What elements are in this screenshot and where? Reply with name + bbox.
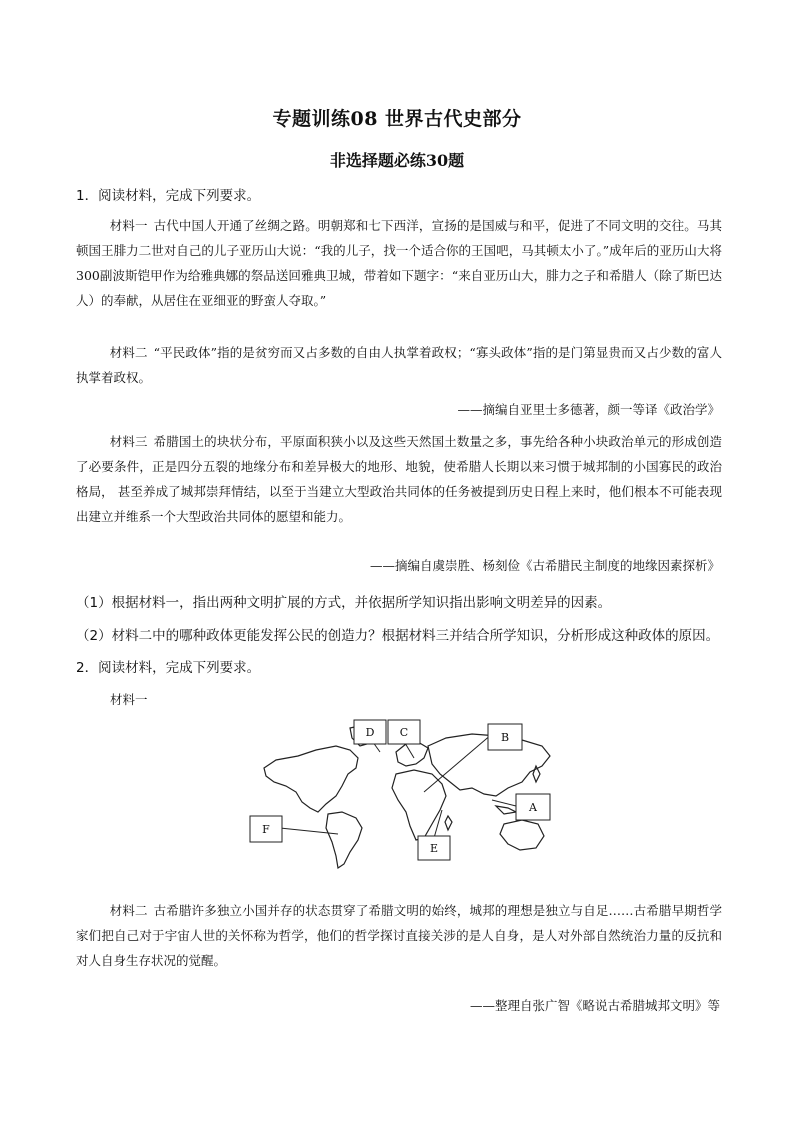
callout-label-f: F (262, 823, 270, 836)
page-title: 专题训练08 世界古代史部分 (272, 108, 522, 130)
q1-material-1 (76, 213, 722, 313)
australia-outline (500, 820, 544, 850)
q1-material-3-label: 材料三 (109, 434, 148, 449)
callout-label-b: B (500, 731, 510, 744)
q1-material-2 (76, 340, 722, 390)
q1-ask-1: （1）根据材料一，指出两种文明扩展的方式，并依据所学知识指出影响文明差异的因素。 (76, 595, 612, 611)
question-1-stem: 1．阅读材料，完成下列要求。 (76, 188, 261, 204)
callout-label-a: A (529, 801, 537, 814)
indonesia-outline (496, 806, 516, 814)
q2-material-2 (76, 898, 722, 973)
q2-material-2-text: 古希腊许多独立小国并存的状态贯穿了希腊文明的始终，城邦的理想是独立与自足……古希腊早期哲学家们把自己对于宇宙人世的关怀称为哲学，他们的哲学探讨直接关涉的是人自身，是人对外部自然统治力量的反抗和对人自身生存状况的觉醒。 (76, 903, 722, 968)
q1-material-2-citation: ——摘编自亚里士多德著，颜一等译《政治学》 (457, 402, 720, 417)
south-america-outline (326, 812, 362, 868)
q1-material-3 (76, 429, 722, 529)
q1-material-2-label: 材料二 (109, 345, 148, 360)
callout-line-a (492, 800, 516, 806)
q1-ask-2: （2）材料二中的哪种政体更能发挥公民的创造力？根据材料三并结合所学知识，分析形成这种政体的原因。 (76, 628, 720, 644)
question-2-stem: 2．阅读材料，完成下列要求。 (76, 660, 261, 676)
madagascar-outline (445, 816, 452, 830)
callout-label-d: D (365, 726, 375, 739)
world-map (246, 716, 566, 876)
q1-material-1-label: 材料一 (109, 218, 148, 233)
callout-label-e: E (429, 842, 439, 855)
callout-line-f (280, 828, 338, 834)
q1-material-3-text: 希腊国土的块状分布，平原面积狭小以及这些天然国土数量之多，事先给各种小块政治单元的形成创造了必要条件，正是四分五裂的地缘分布和差异极大的地形、地貌，使希腊人长期以来习惯于城邦制的小国寡民的政治格局， 甚至养成了城邦崇拜情结，以至于当建立大型政治共同体的任务被提到历史日程上来时，他们根本不可能表现出建立并维系一个大型政治共同体的愿望和能力。 (76, 434, 722, 524)
q2-material-1-label: 材料一 (110, 692, 148, 707)
callout-label-c: C (399, 726, 409, 739)
north-america-outline (264, 746, 358, 812)
q1-material-3-citation: ——摘编自虞崇胜、杨刻俭《古希腊民主制度的地缘因素探析》 (369, 558, 720, 573)
q2-material-2-citation: ——整理自张广智《略说古希腊城邦文明》等 (469, 998, 720, 1013)
q1-material-2-text: “平民政体”指的是贫穷而又占多数的自由人执掌着政权；“寡头政体”指的是门第显贵而又占少数的富人执掌着政权。 (76, 345, 722, 385)
page-subtitle: 非选择题必练30题 (329, 151, 465, 170)
q1-material-1-text: 古代中国人开通了丝绸之路。明朝郑和七下西洋，宣扬的是国威与和平，促进了不同文明的交往。马其顿国王腓力二世对自己的儿子亚历山大说：“我的儿子，找一个适合你的王国吧，马其顿太小了。”成年后的亚历山大将300副波斯铠甲作为给雅典娜的祭品送回雅典卫城，带着如下题字：“来自亚历山大，腓力之子和希腊人（除了斯巴达人）的奉献，从居住在亚细亚的野蛮人夺取。” (76, 218, 722, 308)
q2-material-2-label: 材料二 (109, 903, 148, 918)
